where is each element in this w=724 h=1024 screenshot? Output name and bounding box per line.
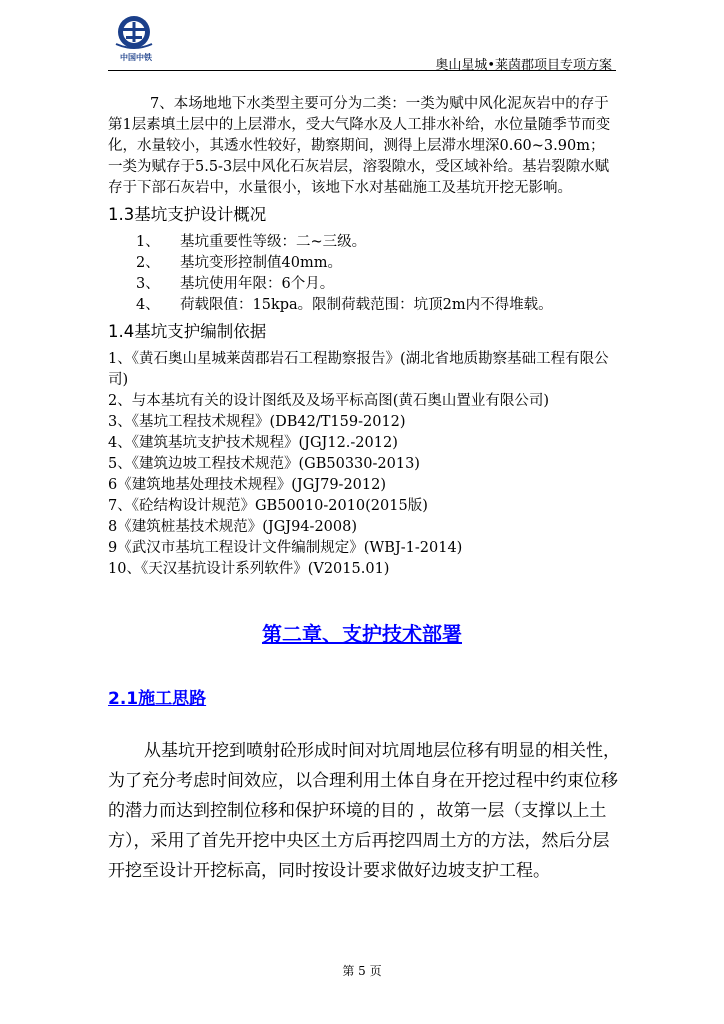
list-item: 1、 基坑重要性等级：二~三级。 xyxy=(136,234,367,250)
section-1-4-heading: 1.4基坑支护编制依据 xyxy=(108,322,267,341)
list-item: 6《建筑地基处理技术规程》(JGJ79-2012) xyxy=(108,477,386,493)
design-overview-list xyxy=(108,232,616,316)
section-2-1-heading: 2.1施工思路 xyxy=(108,689,207,709)
logo-emblem-icon xyxy=(108,14,160,52)
page-body xyxy=(108,94,616,580)
list-item: 5、《建筑边坡工程技术规范》(GB50330-2013) xyxy=(108,456,420,472)
document-header-title: 奥山星城•莱茵郡项目专项方案 xyxy=(435,58,612,73)
list-item: 7、《砼结构设计规范》GB50010-2010(2015版) xyxy=(108,498,428,514)
section-1-3-heading: 1.3基坑支护设计概况 xyxy=(108,205,267,224)
groundwater-paragraph: 7、本场地地下水类型主要可分为二类：一类为赋中风化泥灰岩中的存于第1层素填土层中的上层滞水，受大气降水及人工排水补给，水位量随季节而变化，水量较小，其透水性较好，勘察期间，测得上层滞水埋深0.60~3.90m；一类为赋存于5.5-3层中风化石灰岩层，溶裂隙水，受区域补给。基岩裂隙水赋存于下部石灰岩中，水量很小，该地下水对基础施工及基坑开挖无影响。 xyxy=(108,96,611,196)
list-item: 2、与本基坑有关的设计图纸及及场平标高图(黄石奥山置业有限公司) xyxy=(108,393,550,409)
chapter-2-heading: 第二章、支护技术部署 xyxy=(262,622,462,646)
logo-text: 中国中铁 xyxy=(120,53,152,62)
header-divider xyxy=(108,70,616,71)
crec-logo xyxy=(108,14,160,64)
list-item: 10、《天汉基抗设计系列软件》(V2015.01) xyxy=(108,561,390,577)
page-number: 第 5 页 xyxy=(342,964,382,978)
list-item: 1、《黄石奥山星城莱茵郡岩石工程勘察报告》(湖北省地质勘察基础工程有限公司) xyxy=(108,351,609,388)
list-item: 4、《建筑基坑支护技术规程》(JGJ12.-2012) xyxy=(108,435,398,451)
construction-approach-paragraph: 从基坑开挖到喷射砼形成时间对坑周地层位移有明显的相关性，为了充分考虑时间效应，以合理利用土体自身在开挖过程中约束位移的潜力而达到控制位移和保护环境的目的 ，故第一层（支撑以上土方），采用了首先开挖中央区土方后再挖四周土方的方法，然后分层开挖至设计开挖标高，同时按设计要求做好边坡支护工程。 xyxy=(108,741,620,881)
list-item: 3、《基坑工程技术规程》(DB42/T159-2012) xyxy=(108,414,406,430)
list-item: 2、 基坑变形控制值40mm。 xyxy=(136,255,342,271)
page-header xyxy=(108,14,616,73)
list-item: 3、 基坑使用年限：6个月。 xyxy=(136,276,335,292)
list-item: 8《建筑桩基技术规范》(JGJ94-2008) xyxy=(108,519,357,535)
list-item: 4、 荷载限值：15kpa。限制荷载范围：坑顶2m内不得堆载。 xyxy=(136,297,553,313)
list-item: 9《武汉市基坑工程设计文件编制规定》(WBJ-1-2014) xyxy=(108,540,463,556)
basis-reference-list xyxy=(108,349,616,580)
